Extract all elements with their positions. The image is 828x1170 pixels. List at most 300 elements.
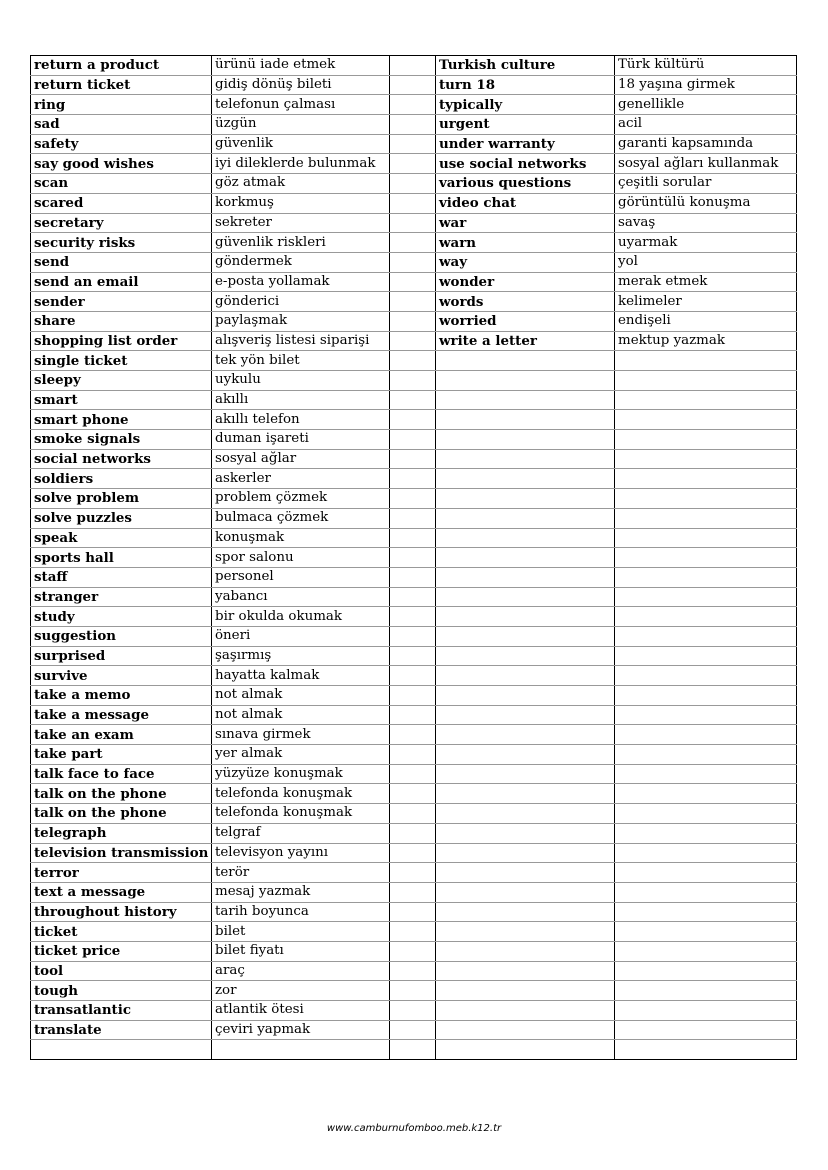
- spacer-cell: [390, 626, 436, 646]
- right-turkish-meaning: [615, 390, 797, 410]
- left-turkish-meaning: araç: [212, 961, 390, 981]
- left-turkish-meaning: göz atmak: [212, 174, 390, 194]
- left-turkish-meaning: not almak: [212, 705, 390, 725]
- table-row: [31, 823, 797, 843]
- spacer-cell: [390, 430, 436, 450]
- left-turkish-meaning: askerler: [212, 469, 390, 489]
- spacer-cell: [390, 666, 436, 686]
- right-turkish-meaning: merak etmek: [615, 272, 797, 292]
- table-row: [31, 1001, 797, 1021]
- right-turkish-meaning: görüntülü konuşma: [615, 193, 797, 213]
- left-turkish-meaning: akıllı: [212, 390, 390, 410]
- right-english-term: [436, 686, 615, 706]
- table-row: [31, 469, 797, 489]
- table-row: [31, 134, 797, 154]
- left-english-term: suggestion: [31, 626, 212, 646]
- right-english-term: [436, 902, 615, 922]
- spacer-cell: [390, 686, 436, 706]
- table-row: [31, 233, 797, 253]
- spacer-cell: [390, 56, 436, 76]
- table-row: [31, 292, 797, 312]
- table-row: [31, 331, 797, 351]
- right-english-term: [436, 784, 615, 804]
- spacer-cell: [390, 823, 436, 843]
- left-turkish-meaning: konuşmak: [212, 528, 390, 548]
- left-turkish-meaning: duman işareti: [212, 430, 390, 450]
- right-english-term: [436, 626, 615, 646]
- right-english-term: warn: [436, 233, 615, 253]
- spacer-cell: [390, 764, 436, 784]
- right-turkish-meaning: [615, 823, 797, 843]
- spacer-cell: [390, 272, 436, 292]
- right-turkish-meaning: [615, 941, 797, 961]
- left-turkish-meaning: bir okulda okumak: [212, 607, 390, 627]
- right-turkish-meaning: [615, 784, 797, 804]
- left-turkish-meaning: güvenlik riskleri: [212, 233, 390, 253]
- table-row: [31, 725, 797, 745]
- right-english-term: [436, 941, 615, 961]
- left-english-term: take part: [31, 745, 212, 765]
- spacer-cell: [390, 863, 436, 883]
- right-turkish-meaning: [615, 1040, 797, 1060]
- right-turkish-meaning: 18 yaşına girmek: [615, 75, 797, 95]
- table-row: [31, 863, 797, 883]
- table-row: [31, 154, 797, 174]
- table-row: [31, 252, 797, 272]
- right-english-term: [436, 567, 615, 587]
- right-english-term: [436, 666, 615, 686]
- right-english-term: various questions: [436, 174, 615, 194]
- left-english-term: ticket: [31, 922, 212, 942]
- left-turkish-meaning: personel: [212, 567, 390, 587]
- left-english-term: take a memo: [31, 686, 212, 706]
- spacer-cell: [390, 882, 436, 902]
- spacer-cell: [390, 843, 436, 863]
- right-turkish-meaning: [615, 410, 797, 430]
- right-english-term: [436, 1001, 615, 1021]
- right-turkish-meaning: [615, 705, 797, 725]
- right-turkish-meaning: [615, 587, 797, 607]
- right-turkish-meaning: [615, 764, 797, 784]
- right-english-term: [436, 725, 615, 745]
- spacer-cell: [390, 508, 436, 528]
- spacer-cell: [390, 311, 436, 331]
- table-row: [31, 449, 797, 469]
- table-row: [31, 882, 797, 902]
- table-row: [31, 115, 797, 135]
- table-row: [31, 587, 797, 607]
- left-turkish-meaning: gönderici: [212, 292, 390, 312]
- right-turkish-meaning: [615, 469, 797, 489]
- spacer-cell: [390, 528, 436, 548]
- right-turkish-meaning: [615, 646, 797, 666]
- table-row: [31, 371, 797, 391]
- left-turkish-meaning: uykulu: [212, 371, 390, 391]
- left-english-term: share: [31, 311, 212, 331]
- right-turkish-meaning: [615, 1020, 797, 1040]
- spacer-cell: [390, 292, 436, 312]
- table-row: [31, 311, 797, 331]
- left-turkish-meaning: şaşırmış: [212, 646, 390, 666]
- right-english-term: write a letter: [436, 331, 615, 351]
- right-turkish-meaning: çeşitli sorular: [615, 174, 797, 194]
- table-row: [31, 784, 797, 804]
- left-turkish-meaning: tek yön bilet: [212, 351, 390, 371]
- right-english-term: [436, 981, 615, 1001]
- right-english-term: [436, 489, 615, 509]
- left-turkish-meaning: spor salonu: [212, 548, 390, 568]
- right-turkish-meaning: [615, 981, 797, 1001]
- spacer-cell: [390, 75, 436, 95]
- table-row: [31, 1020, 797, 1040]
- right-turkish-meaning: garanti kapsamında: [615, 134, 797, 154]
- left-english-term: sleepy: [31, 371, 212, 391]
- left-turkish-meaning: göndermek: [212, 252, 390, 272]
- spacer-cell: [390, 213, 436, 233]
- right-english-term: [436, 1040, 615, 1060]
- right-turkish-meaning: uyarmak: [615, 233, 797, 253]
- right-turkish-meaning: mektup yazmak: [615, 331, 797, 351]
- right-english-term: [436, 705, 615, 725]
- left-turkish-meaning: e-posta yollamak: [212, 272, 390, 292]
- table-row: [31, 390, 797, 410]
- left-turkish-meaning: atlantik ötesi: [212, 1001, 390, 1021]
- right-english-term: [436, 764, 615, 784]
- vocabulary-table-body: [31, 56, 797, 1060]
- right-english-term: [436, 449, 615, 469]
- right-turkish-meaning: [615, 430, 797, 450]
- left-turkish-meaning: not almak: [212, 686, 390, 706]
- left-turkish-meaning: telgraf: [212, 823, 390, 843]
- right-turkish-meaning: kelimeler: [615, 292, 797, 312]
- right-turkish-meaning: [615, 607, 797, 627]
- table-row: [31, 902, 797, 922]
- spacer-cell: [390, 981, 436, 1001]
- right-turkish-meaning: [615, 686, 797, 706]
- left-turkish-meaning: ürünü iade etmek: [212, 56, 390, 76]
- spacer-cell: [390, 390, 436, 410]
- left-english-term: send an email: [31, 272, 212, 292]
- left-english-term: scan: [31, 174, 212, 194]
- right-turkish-meaning: [615, 666, 797, 686]
- left-english-term: solve puzzles: [31, 508, 212, 528]
- left-english-term: staff: [31, 567, 212, 587]
- left-english-term: safety: [31, 134, 212, 154]
- right-turkish-meaning: [615, 626, 797, 646]
- spacer-cell: [390, 469, 436, 489]
- right-english-term: words: [436, 292, 615, 312]
- right-english-term: under warranty: [436, 134, 615, 154]
- spacer-cell: [390, 95, 436, 115]
- left-turkish-meaning: gidiş dönüş bileti: [212, 75, 390, 95]
- right-turkish-meaning: genellikle: [615, 95, 797, 115]
- left-english-term: sender: [31, 292, 212, 312]
- right-turkish-meaning: [615, 548, 797, 568]
- left-english-term: take an exam: [31, 725, 212, 745]
- left-english-term: ring: [31, 95, 212, 115]
- left-english-term: tool: [31, 961, 212, 981]
- spacer-cell: [390, 154, 436, 174]
- table-row: [31, 843, 797, 863]
- right-english-term: [436, 646, 615, 666]
- left-english-term: talk face to face: [31, 764, 212, 784]
- table-row: [31, 567, 797, 587]
- left-english-term: return a product: [31, 56, 212, 76]
- right-turkish-meaning: [615, 528, 797, 548]
- table-row: [31, 646, 797, 666]
- right-turkish-meaning: [615, 863, 797, 883]
- right-turkish-meaning: [615, 1001, 797, 1021]
- left-turkish-meaning: telefonda konuşmak: [212, 804, 390, 824]
- right-turkish-meaning: [615, 449, 797, 469]
- left-english-term: shopping list order: [31, 331, 212, 351]
- right-turkish-meaning: [615, 371, 797, 391]
- table-row: [31, 941, 797, 961]
- left-english-term: talk on the phone: [31, 804, 212, 824]
- table-row: [31, 95, 797, 115]
- table-row: [31, 626, 797, 646]
- left-turkish-meaning: bilet fiyatı: [212, 941, 390, 961]
- left-english-term: translate: [31, 1020, 212, 1040]
- right-english-term: use social networks: [436, 154, 615, 174]
- left-english-term: sad: [31, 115, 212, 135]
- left-english-term: smart: [31, 390, 212, 410]
- right-english-term: [436, 1020, 615, 1040]
- left-english-term: study: [31, 607, 212, 627]
- table-row: [31, 1040, 797, 1060]
- left-turkish-meaning: öneri: [212, 626, 390, 646]
- table-row: [31, 745, 797, 765]
- left-english-term: surprised: [31, 646, 212, 666]
- table-row: [31, 607, 797, 627]
- left-english-term: transatlantic: [31, 1001, 212, 1021]
- table-row: [31, 351, 797, 371]
- left-english-term: survive: [31, 666, 212, 686]
- spacer-cell: [390, 410, 436, 430]
- right-english-term: Turkish culture: [436, 56, 615, 76]
- spacer-cell: [390, 567, 436, 587]
- left-english-term: text a message: [31, 882, 212, 902]
- left-turkish-meaning: mesaj yazmak: [212, 882, 390, 902]
- right-english-term: [436, 587, 615, 607]
- left-turkish-meaning: [212, 1040, 390, 1060]
- spacer-cell: [390, 351, 436, 371]
- right-turkish-meaning: yol: [615, 252, 797, 272]
- right-turkish-meaning: sosyal ağları kullanmak: [615, 154, 797, 174]
- table-row: [31, 272, 797, 292]
- right-turkish-meaning: [615, 725, 797, 745]
- spacer-cell: [390, 961, 436, 981]
- spacer-cell: [390, 233, 436, 253]
- spacer-cell: [390, 331, 436, 351]
- table-row: [31, 489, 797, 509]
- right-english-term: [436, 508, 615, 528]
- right-english-term: wonder: [436, 272, 615, 292]
- left-turkish-meaning: güvenlik: [212, 134, 390, 154]
- table-row: [31, 764, 797, 784]
- right-turkish-meaning: [615, 902, 797, 922]
- left-english-term: solve problem: [31, 489, 212, 509]
- right-english-term: [436, 745, 615, 765]
- table-row: [31, 430, 797, 450]
- right-english-term: urgent: [436, 115, 615, 135]
- spacer-cell: [390, 745, 436, 765]
- right-english-term: [436, 843, 615, 863]
- left-english-term: [31, 1040, 212, 1060]
- table-row: [31, 508, 797, 528]
- right-turkish-meaning: [615, 961, 797, 981]
- right-turkish-meaning: Türk kültürü: [615, 56, 797, 76]
- spacer-cell: [390, 902, 436, 922]
- table-row: [31, 213, 797, 233]
- left-english-term: stranger: [31, 587, 212, 607]
- left-turkish-meaning: zor: [212, 981, 390, 1001]
- left-english-term: say good wishes: [31, 154, 212, 174]
- spacer-cell: [390, 548, 436, 568]
- left-english-term: throughout history: [31, 902, 212, 922]
- right-turkish-meaning: [615, 508, 797, 528]
- table-row: [31, 410, 797, 430]
- left-english-term: smoke signals: [31, 430, 212, 450]
- left-turkish-meaning: sosyal ağlar: [212, 449, 390, 469]
- right-turkish-meaning: acil: [615, 115, 797, 135]
- table-row: [31, 75, 797, 95]
- left-english-term: social networks: [31, 449, 212, 469]
- table-row: [31, 666, 797, 686]
- right-english-term: [436, 371, 615, 391]
- left-turkish-meaning: yabancı: [212, 587, 390, 607]
- left-turkish-meaning: paylaşmak: [212, 311, 390, 331]
- spacer-cell: [390, 1001, 436, 1021]
- left-english-term: telegraph: [31, 823, 212, 843]
- vocabulary-table: [30, 55, 797, 1060]
- left-english-term: talk on the phone: [31, 784, 212, 804]
- right-english-term: [436, 961, 615, 981]
- table-row: [31, 548, 797, 568]
- right-english-term: [436, 410, 615, 430]
- right-turkish-meaning: [615, 882, 797, 902]
- spacer-cell: [390, 134, 436, 154]
- right-english-term: [436, 882, 615, 902]
- table-row: [31, 193, 797, 213]
- left-english-term: sports hall: [31, 548, 212, 568]
- right-turkish-meaning: [615, 804, 797, 824]
- table-row: [31, 922, 797, 942]
- right-english-term: turn 18: [436, 75, 615, 95]
- left-english-term: tough: [31, 981, 212, 1001]
- spacer-cell: [390, 252, 436, 272]
- footer-url: www.camburnufomboo.meb.k12.tr: [326, 1123, 502, 1134]
- left-turkish-meaning: terör: [212, 863, 390, 883]
- right-turkish-meaning: [615, 745, 797, 765]
- table-row: [31, 174, 797, 194]
- right-english-term: [436, 548, 615, 568]
- spacer-cell: [390, 941, 436, 961]
- left-english-term: return ticket: [31, 75, 212, 95]
- left-english-term: soldiers: [31, 469, 212, 489]
- left-english-term: speak: [31, 528, 212, 548]
- table-row: [31, 56, 797, 76]
- left-english-term: take a message: [31, 705, 212, 725]
- left-english-term: smart phone: [31, 410, 212, 430]
- right-turkish-meaning: endişeli: [615, 311, 797, 331]
- spacer-cell: [390, 449, 436, 469]
- spacer-cell: [390, 705, 436, 725]
- right-english-term: [436, 804, 615, 824]
- left-turkish-meaning: telefonun çalması: [212, 95, 390, 115]
- spacer-cell: [390, 193, 436, 213]
- table-row: [31, 528, 797, 548]
- left-turkish-meaning: televisyon yayını: [212, 843, 390, 863]
- table-row: [31, 804, 797, 824]
- left-turkish-meaning: yer almak: [212, 745, 390, 765]
- table-row: [31, 686, 797, 706]
- left-english-term: scared: [31, 193, 212, 213]
- left-turkish-meaning: korkmuş: [212, 193, 390, 213]
- left-turkish-meaning: yüzyüze konuşmak: [212, 764, 390, 784]
- spacer-cell: [390, 922, 436, 942]
- left-english-term: television transmission: [31, 843, 212, 863]
- left-turkish-meaning: sınava girmek: [212, 725, 390, 745]
- spacer-cell: [390, 371, 436, 391]
- spacer-cell: [390, 115, 436, 135]
- spacer-cell: [390, 646, 436, 666]
- right-turkish-meaning: [615, 351, 797, 371]
- left-turkish-meaning: tarih boyunca: [212, 902, 390, 922]
- table-row: [31, 705, 797, 725]
- spacer-cell: [390, 174, 436, 194]
- left-english-term: send: [31, 252, 212, 272]
- left-english-term: ticket price: [31, 941, 212, 961]
- left-turkish-meaning: çeviri yapmak: [212, 1020, 390, 1040]
- spacer-cell: [390, 804, 436, 824]
- left-turkish-meaning: bilet: [212, 922, 390, 942]
- left-turkish-meaning: hayatta kalmak: [212, 666, 390, 686]
- right-english-term: video chat: [436, 193, 615, 213]
- right-english-term: [436, 469, 615, 489]
- right-turkish-meaning: [615, 922, 797, 942]
- spacer-cell: [390, 1040, 436, 1060]
- right-english-term: typically: [436, 95, 615, 115]
- spacer-cell: [390, 1020, 436, 1040]
- right-turkish-meaning: savaş: [615, 213, 797, 233]
- right-english-term: [436, 430, 615, 450]
- right-english-term: [436, 863, 615, 883]
- spacer-cell: [390, 784, 436, 804]
- left-turkish-meaning: alışveriş listesi siparişi: [212, 331, 390, 351]
- left-english-term: terror: [31, 863, 212, 883]
- spacer-cell: [390, 725, 436, 745]
- right-english-term: [436, 528, 615, 548]
- left-english-term: single ticket: [31, 351, 212, 371]
- right-english-term: war: [436, 213, 615, 233]
- right-english-term: [436, 823, 615, 843]
- spacer-cell: [390, 489, 436, 509]
- left-turkish-meaning: iyi dileklerde bulunmak: [212, 154, 390, 174]
- right-english-term: [436, 922, 615, 942]
- vocabulary-sheet: [30, 55, 796, 1060]
- spacer-cell: [390, 587, 436, 607]
- right-turkish-meaning: [615, 843, 797, 863]
- table-row: [31, 981, 797, 1001]
- left-turkish-meaning: üzgün: [212, 115, 390, 135]
- left-turkish-meaning: akıllı telefon: [212, 410, 390, 430]
- right-turkish-meaning: [615, 489, 797, 509]
- left-turkish-meaning: telefonda konuşmak: [212, 784, 390, 804]
- left-turkish-meaning: bulmaca çözmek: [212, 508, 390, 528]
- spacer-cell: [390, 607, 436, 627]
- right-english-term: worried: [436, 311, 615, 331]
